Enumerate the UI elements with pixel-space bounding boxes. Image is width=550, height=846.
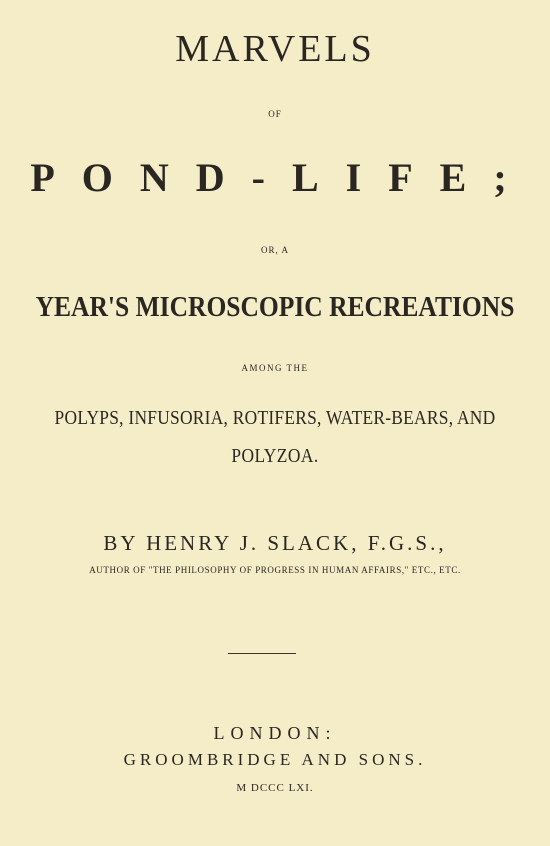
subtitle: YEAR'S MICROSCOPIC RECREATIONS bbox=[35, 291, 515, 323]
author-credit: AUTHOR OF "THE PHILOSOPHY OF PROGRESS IN HUMAN AFFAIRS," ETC., ETC. bbox=[89, 565, 461, 575]
title-line-marvels: MARVELS bbox=[175, 28, 375, 70]
connector-among: AMONG THE bbox=[241, 363, 309, 373]
imprint-publisher: GROOMBRIDGE AND SONS. bbox=[123, 750, 427, 769]
connector-or: OR, A bbox=[260, 245, 289, 255]
connector-of: OF bbox=[268, 109, 282, 119]
ornamental-divider bbox=[228, 653, 296, 654]
imprint-year: M DCCC LXI. bbox=[236, 782, 314, 794]
imprint-city: LONDON: bbox=[213, 723, 337, 743]
subjects-line-1: POLYPS, INFUSORIA, ROTIFERS, WATER-BEARS, AND bbox=[54, 407, 496, 429]
title-line-pond-life: POND-LIFE; bbox=[30, 155, 534, 200]
subjects-line-2: POLYZOA. bbox=[231, 445, 319, 467]
author-line: BY HENRY J. SLACK, F.G.S., bbox=[103, 531, 447, 555]
